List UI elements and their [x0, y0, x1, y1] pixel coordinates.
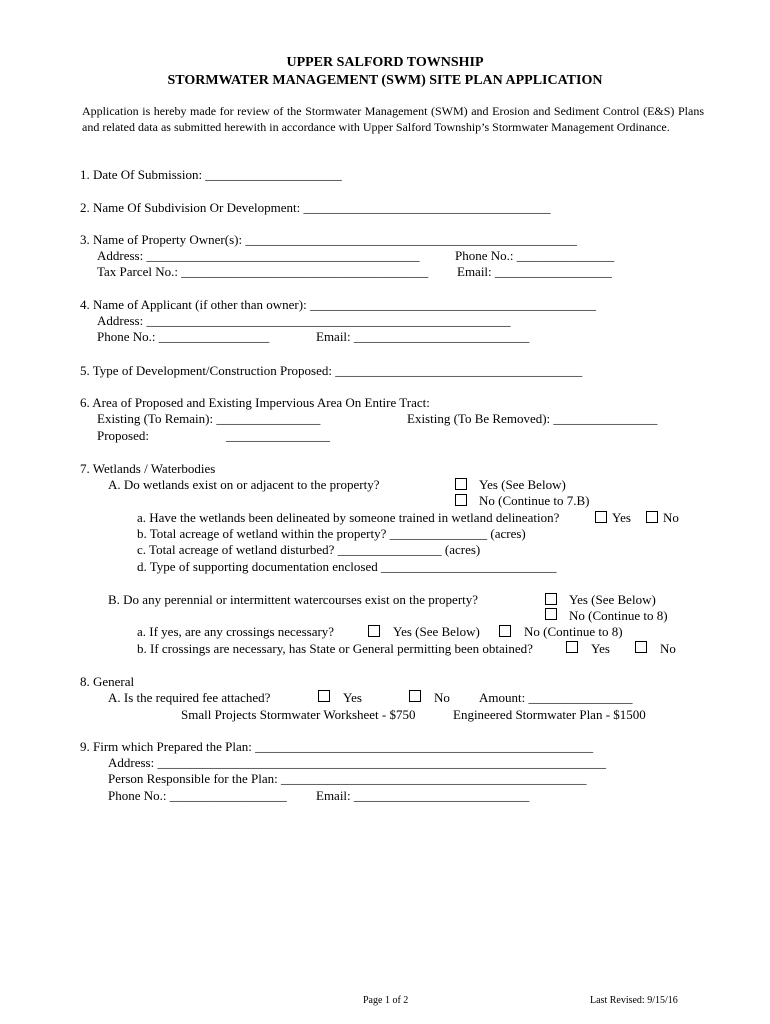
existing-remain-field[interactable]: Existing (To Remain): ________________	[97, 411, 321, 426]
wetlands-no-checkbox[interactable]	[455, 494, 467, 506]
fee-amount-field[interactable]: Amount: ________________	[479, 690, 633, 705]
delineated-no-checkbox[interactable]	[646, 511, 658, 523]
page-number: Page 1 of 2	[363, 995, 409, 1006]
fee-no-checkbox[interactable]	[409, 690, 421, 702]
crossings-no-checkbox[interactable]	[499, 625, 511, 637]
property-owner-field[interactable]: 3. Name of Property Owner(s): ___________________________________________________	[80, 232, 577, 247]
wetlands-yes-checkbox[interactable]	[455, 478, 467, 490]
supporting-documentation-field[interactable]: d. Type of supporting documentation enclosed ___________________________	[137, 559, 557, 574]
crossings-yes-checkbox[interactable]	[368, 625, 380, 637]
watercourses-yes-label: Yes (See Below)	[569, 592, 656, 607]
firm-prepared-field[interactable]: 9. Firm which Prepared the Plan: ____________________________________________________	[80, 739, 594, 754]
impervious-area-heading: 6. Area of Proposed and Existing Impervious Area On Entire Tract:	[80, 395, 430, 410]
owner-email-field[interactable]: Email: __________________	[457, 264, 612, 279]
crossings-yes-label: Yes (See Below)	[393, 624, 480, 639]
person-responsible-field[interactable]: Person Responsible for the Plan: _______________________________________________	[108, 771, 587, 786]
owner-phone-field[interactable]: Phone No.: _______________	[455, 248, 615, 263]
delineated-no-label: No	[663, 510, 679, 525]
wetland-acreage-field[interactable]: b. Total acreage of wetland within the property? _______________ (acres)	[137, 526, 526, 541]
firm-address-field[interactable]: Address: _____________________________________________________________________	[108, 755, 606, 770]
engineered-plan-fee-text: Engineered Stormwater Plan - $1500	[453, 707, 646, 722]
watercourses-yes-checkbox[interactable]	[545, 593, 557, 605]
wetlands-no-label: No (Continue to 7.B)	[479, 493, 590, 508]
proposed-label: Proposed:	[97, 428, 149, 443]
fee-no-label: No	[434, 690, 450, 705]
fee-attached-question: A. Is the required fee attached?	[108, 690, 271, 705]
form-title-application: STORMWATER MANAGEMENT (SWM) SITE PLAN APPLICATION	[167, 73, 603, 88]
permitting-question: b. If crossings are necessary, has State or General permitting been obtained?	[137, 641, 533, 656]
permitting-yes-label: Yes	[591, 641, 610, 656]
crossings-no-label: No (Continue to 8)	[524, 624, 623, 639]
existing-removed-field[interactable]: Existing (To Be Removed): ________________	[407, 411, 658, 426]
tax-parcel-field[interactable]: Tax Parcel No.: ______________________________________	[97, 264, 429, 279]
applicant-name-field[interactable]: 4. Name of Applicant (if other than owner): ____________________________________________	[80, 297, 596, 312]
permitting-no-label: No	[660, 641, 676, 656]
applicant-phone-field[interactable]: Phone No.: _________________	[97, 329, 270, 344]
firm-phone-field[interactable]: Phone No.: __________________	[108, 788, 287, 803]
small-projects-fee-text: Small Projects Stormwater Worksheet - $750	[181, 707, 416, 722]
permitting-yes-checkbox[interactable]	[566, 641, 578, 653]
form-title-township: UPPER SALFORD TOWNSHIP	[286, 55, 484, 70]
date-of-submission-field[interactable]: 1. Date Of Submission: _____________________	[80, 167, 342, 182]
wetlands-heading: 7. Wetlands / Waterbodies	[80, 461, 216, 476]
watercourses-question: B. Do any perennial or intermittent watercourses exist on the property?	[108, 592, 479, 607]
firm-email-field[interactable]: Email: ___________________________	[316, 788, 530, 803]
permitting-no-checkbox[interactable]	[635, 641, 647, 653]
wetlands-exist-question: A. Do wetlands exist on or adjacent to the property?	[108, 477, 380, 492]
intro-paragraph: Application is hereby made for review of the Stormwater Management (SWM) and Erosion and Sediment Control (E&S) Plans and related data as submitted herewith in accordance with Upper Salford Township’s Stormwater Management Ordinance.	[82, 104, 704, 134]
proposed-field[interactable]: ________________	[226, 428, 330, 443]
fee-yes-label: Yes	[343, 690, 362, 705]
development-type-field[interactable]: 5. Type of Development/Construction Proposed: ______________________________________	[80, 363, 583, 378]
owner-address-field[interactable]: Address: __________________________________________	[97, 248, 420, 263]
applicant-address-field[interactable]: Address: ________________________________________________________	[97, 313, 511, 328]
general-heading: 8. General	[80, 674, 135, 689]
last-revised-date: Last Revised: 9/15/16	[590, 995, 678, 1006]
applicant-email-field[interactable]: Email: ___________________________	[316, 329, 530, 344]
delineated-yes-checkbox[interactable]	[595, 511, 607, 523]
wetland-delineated-question: a. Have the wetlands been delineated by someone trained in wetland delineation?	[137, 510, 560, 525]
watercourses-no-label: No (Continue to 8)	[569, 608, 668, 623]
watercourses-no-checkbox[interactable]	[545, 608, 557, 620]
wetland-disturbed-field[interactable]: c. Total acreage of wetland disturbed? ________________ (acres)	[137, 542, 481, 557]
delineated-yes-label: Yes	[612, 510, 631, 525]
subdivision-name-field[interactable]: 2. Name Of Subdivision Or Development: ______________________________________	[80, 200, 551, 215]
wetlands-yes-label: Yes (See Below)	[479, 477, 566, 492]
crossings-question: a. If yes, are any crossings necessary?	[137, 624, 335, 639]
fee-yes-checkbox[interactable]	[318, 690, 330, 702]
